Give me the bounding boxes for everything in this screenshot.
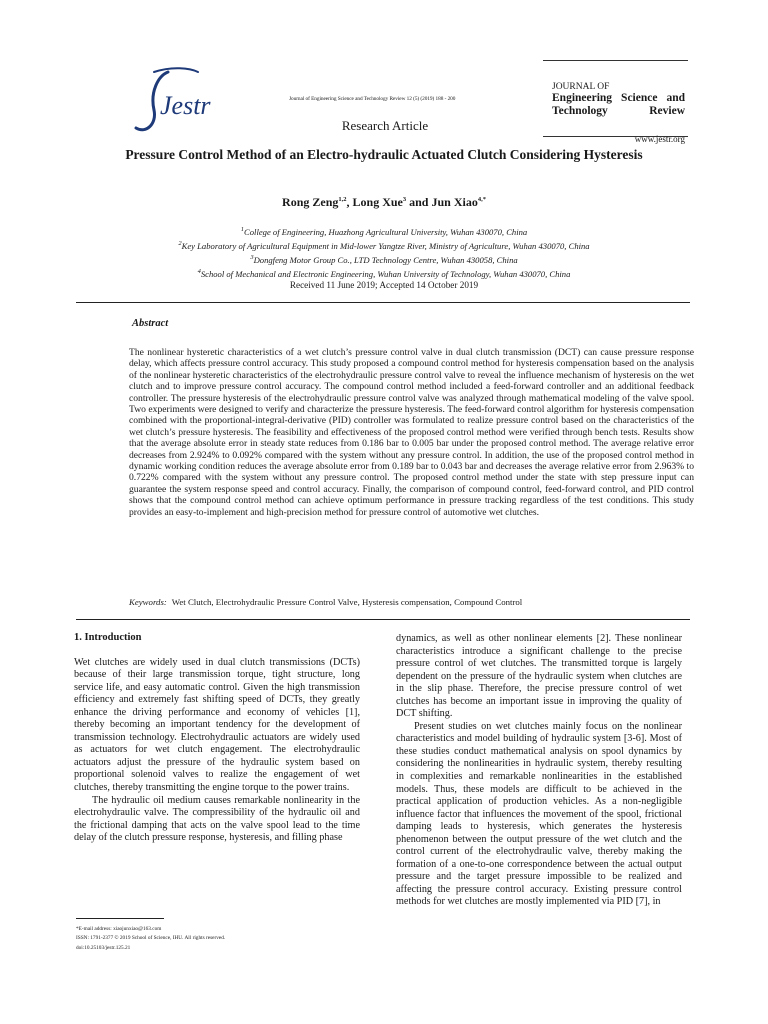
paragraph: Wet clutches are widely used in dual clutch transmissions (DCTs) because of their large transmission torque, tight structure, long service life, and easy automatic control. Given the high transmission efficiency and extremely fast shifting speed of DCTs, they greatly enhance the driving performance and economy of vehicles [1], thereby becoming an important tendency for the development of transmission technology. Electrohydraulic actuators are widely used as actuators for wet clutch engagement. The electrohydraulic actuators adjust the pressure of the hydraulic system based on proportional solenoid valves to realize the engagement of wet clutches, thereby transmitting the engine torque to the power trains. <box>74 656 360 794</box>
affiliation-text: School of Mechanical and Electronic Engineering, Wuhan University of Technology, Wuhan 430070, China <box>200 269 571 280</box>
journal-logo <box>128 62 238 140</box>
abstract-heading: Abstract <box>132 318 169 329</box>
journal-name: Engineering Science and Technology Review <box>552 92 685 117</box>
journal-website[interactable]: www.jestr.org <box>634 134 685 144</box>
affiliation-list <box>90 224 678 280</box>
body-column-left <box>74 632 360 845</box>
affiliation-line <box>90 266 678 280</box>
paragraph: Present studies on wet clutches mainly focus on the nonlinear characteristics and model building of hydraulic system [3-6]. Most of these studies conduct mathematical analysis on spool dynamics by considering the nonlinearities in hydraulic system, thereby resulting in complexities and remarkable nonlinearities in the established models. Thus, these models are difficult to be achieved in the practical application of production vehicles. As a non-negligible influence factor that influences the movement of the spool, frictional damping leads to hysteresis, which generates the hysteresis phenomenon between the output pressure of the wet clutch and the control current of the electrohydraulic valve, thereby making the formation of a one-to-one correspondence between the actual output pressure and the target pressure impossible to be realized and affecting the pressure control accuracy. Existing pressure control methods for wet clutches are mostly implemented via PID [7], in <box>396 720 682 908</box>
paragraph: dynamics, as well as other nonlinear elements [2]. These nonlinear characteristics introduce a significant challenge to the precise pressure control of wet clutches. The transmitted torque is largely dependent on the pressure of the hydraulic system when clutches are in the slip phase. Therefore, the precise pressure control of wet clutches has become an important issue in improving the quality of DCT shifting. <box>396 633 682 720</box>
received-dates: Received 11 June 2019; Accepted 14 October 2019 <box>289 280 479 290</box>
affiliation-text: College of Engineering, Huazhong Agricultural University, Wuhan 430070, China <box>244 226 528 237</box>
section-heading: 1. Introduction <box>74 632 142 643</box>
affiliation-marker: 1 <box>240 226 245 233</box>
author-name: Long Xue <box>352 195 403 209</box>
paper-title: Pressure Control Method of an Electro-hydraulic Actuated Clutch Considering Hysteresis <box>125 147 643 162</box>
logo-text: Jestr <box>160 91 211 120</box>
keywords-text: Wet Clutch, Electrohydraulic Pressure Control Valve, Hysteresis compensation, Compound Control <box>171 597 523 607</box>
author-separator: , <box>346 195 353 209</box>
abstract-text: The nonlinear hysteretic characteristics of a wet clutch’s pressure control valve in dual clutch transmission (DCT) can cause pressure response delay, which affects pressure control accuracy. This study proposed a compound control method for hysteresis compensation based on the analysis of the nonlinear hysteretic characteristics of the electrohydraulic pressure control valve to reveal the influence mechanism of hysteresis on the wet clutch and to improve pressure control accuracy. The compound control method included a feed-forward controller and an additional feedback controller. The pressure hysteresis of the electrohydraulic pressure control valve was analyzed through mathematical modeling of the valve spool. Two experiments were designed to verify and characterize the pressure hysteresis. The feed-forward control algorithm for hysteresis compensation combined with the proportional-integral-derivative (PID) controller was formulated to realize pressure control based on the characteristics of the wet clutch’s pressure hysteresis. The feasibility and effectiveness of the proposed control method were verified through bench tests. Results show that the average absolute error in steady state reduces from 0.186 bar to 0.005 bar under the proposed control method. The average relative error decreases from 2.924% to 0.092% compared with the system without any pressure control. In addition, the use of the proposed control method in dynamic working condition reduces the average absolute error from 0.189 bar to 0.043 bar and decreases the average relative error from 2.963% to 0.722% compared with the system without any pressure control. The proposed control method under the state with step pressure input can guarantee the system response speed and control accuracy. Finally, the comparison of compound control, feed-forward control, and PID control shows that the compound control method can achieve optimum performance in pressure tracking regardless of the test conditions. This study provides an easy-to-implement and high-precision method for pressure control of automotive wet clutches. <box>129 347 694 518</box>
keywords-line <box>129 597 694 607</box>
journal-citation-line: Journal of Engineering Science and Technology Review 12 (5) (2019) 188 - 200 <box>289 96 456 102</box>
affiliation-marker: 2 <box>178 240 182 248</box>
footnote-doi: doi:10.25103/jestr.125.21 <box>76 944 131 951</box>
author-name: Rong Zeng <box>282 195 339 209</box>
body-column-right <box>396 633 682 909</box>
journal-of-label: JOURNAL OF <box>552 82 610 92</box>
author-affiliation-marker: 1,2 <box>338 196 347 203</box>
keywords-label: Keywords: <box>129 597 167 607</box>
author-affiliation-marker: 3 <box>402 196 407 203</box>
footnote-email: *E-mail address: xiaojunxiao@163.com <box>76 926 162 932</box>
author-list <box>90 195 678 210</box>
footnote-issn: ISSN: 1791-2377 © 2019 School of Science, IHU. All rights reserved. <box>76 935 226 942</box>
affiliation-marker: 4 <box>197 268 201 276</box>
author-name: Jun Xiao <box>431 195 478 209</box>
affiliation-marker: 3 <box>250 254 254 262</box>
paragraph: The hydraulic oil medium causes remarkable nonlinearity in the electrohydraulic valve. The compressibility of the hydraulic oil and the frictional damping that acts on the valve spool lead to the time delay of the clutch pressure response, hysteresis, and filling phase <box>74 794 360 844</box>
footnote-rule <box>76 918 164 919</box>
affiliation-text: Key Laboratory of Agricultural Equipment in Mid-lower Yangtze River, Ministry of Agriculture, Wuhan 430070, China <box>181 240 590 251</box>
affiliation-text: Dongfeng Motor Group Co., LTD Technology Centre, Wuhan 430058, China <box>253 254 518 265</box>
affiliation-line <box>90 238 678 252</box>
divider-bottom <box>76 619 690 620</box>
article-type-label: Research Article <box>341 118 429 133</box>
author-affiliation-marker: 4,* <box>477 196 486 203</box>
author-separator: and <box>406 195 432 209</box>
journal-title-box <box>543 60 688 137</box>
affiliation-line <box>90 252 678 266</box>
divider-top <box>76 302 690 303</box>
affiliation-line <box>90 224 678 238</box>
footnotes <box>76 925 306 953</box>
